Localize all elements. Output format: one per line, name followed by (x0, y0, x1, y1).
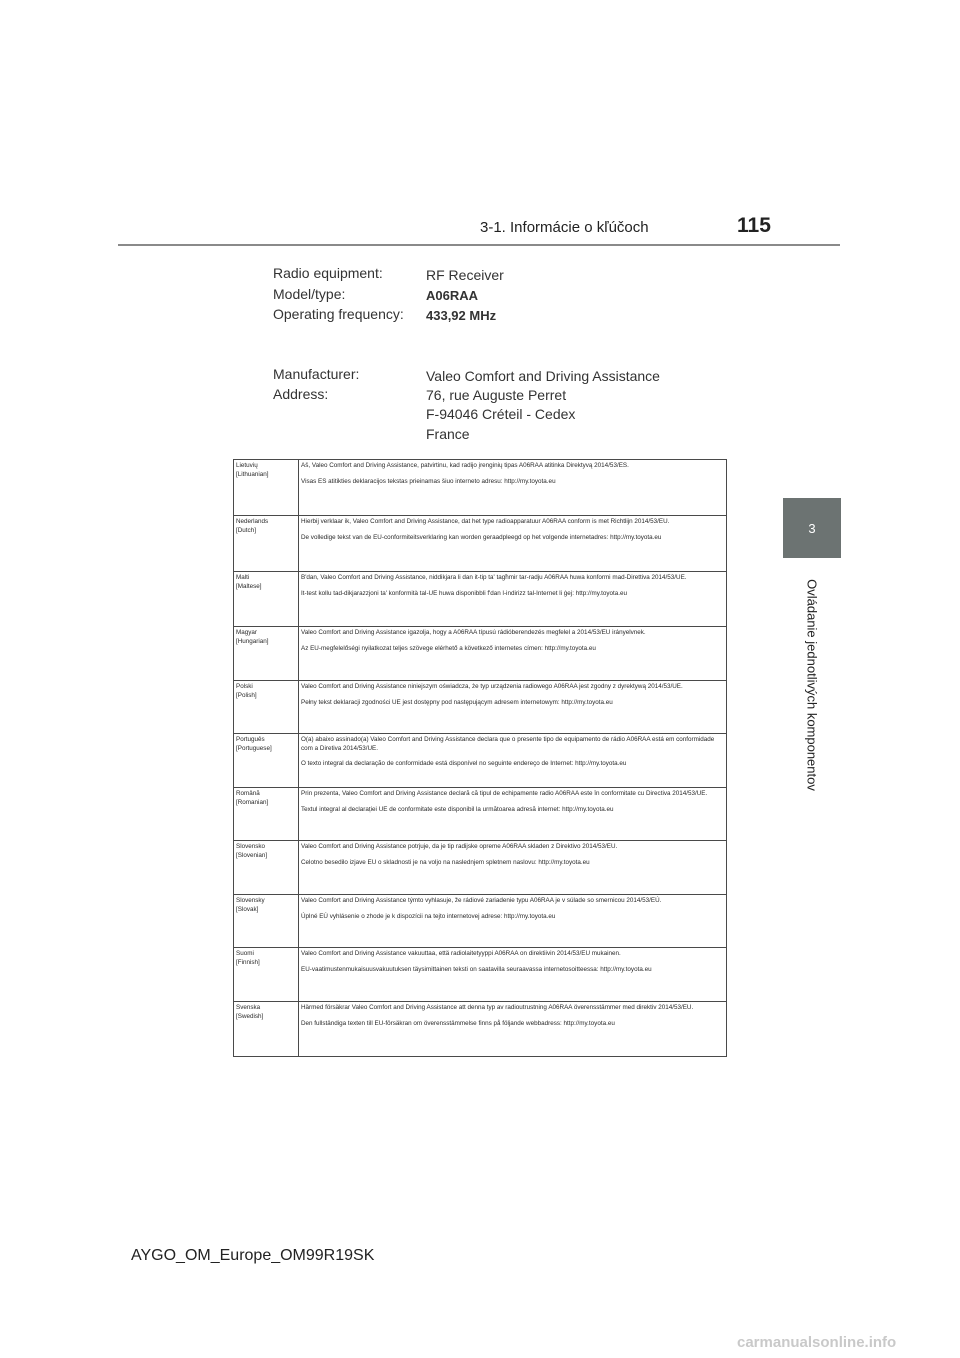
declaration-row (234, 841, 727, 895)
language-cell (234, 895, 299, 948)
declaration-statement: B'dan, Valeo Comfort and Driving Assistance, niddikjara li dan it-tip ta' tagħmir tar-radju A06RAA huwa konformi mad-Direttiva 2014/53/UE. (301, 574, 687, 581)
declaration-text-cell (299, 516, 727, 572)
language-name-english: [Lithuanian] (236, 470, 269, 478)
spec-row-frequency (273, 306, 713, 326)
declaration-text-cell (299, 734, 727, 788)
language-name-english: [Polish] (236, 691, 257, 699)
address-line: 76, rue Auguste Perret (426, 387, 567, 403)
declaration-row (234, 895, 727, 948)
language-name: Slovensky (236, 897, 265, 904)
declaration-text-cell (299, 841, 727, 895)
chapter-tab (783, 498, 841, 558)
declaration-statement: Härmed försäkrar Valeo Comfort and Driving Assistance att denna typ av radioutrustning A06RAA överensstämmer med direktiv 2014/53/EU. (301, 1004, 694, 1011)
language-cell (234, 627, 299, 681)
language-cell (234, 516, 299, 572)
language-name: Magyar (236, 629, 257, 636)
declaration-availability: Visas ES atitikties deklaracijos tekstas prieinamas šiuo interneto adresu: http://my.toyota.eu (301, 477, 556, 485)
declaration-statement: Valeo Comfort and Driving Assistance niniejszym oświadcza, że typ urządzenia radiowego A06RAA jest zgodny z dyrektywą 2014/53/UE. (301, 683, 683, 690)
watermark: carmanualsonline.info (737, 1334, 897, 1351)
declaration-row (234, 460, 727, 516)
page-number: 115 (737, 214, 771, 237)
spec-row-manufacturer (273, 366, 713, 386)
declaration-availability: EU-vaatimustenmukaisuusvakuutuksen täysimittainen teksti on saatavilla seuraavassa internetosoitteessa: http://my.toyota.eu (301, 965, 652, 973)
language-name-english: [Dutch] (236, 526, 256, 534)
declaration-statement: Aš, Valeo Comfort and Driving Assistance, patvirtinu, kad radijo įrenginių tipas A06RAA atitinka Direktyvą 2014/53/ES. (301, 462, 629, 469)
spec-label: Address: (273, 386, 329, 402)
language-name: Português (236, 736, 265, 743)
language-name: Malti (236, 574, 250, 581)
declaration-row (234, 734, 727, 788)
language-name: Suomi (236, 950, 254, 957)
declaration-availability: Den fullständiga texten till EU-försäkran om överensstämmelse finns på följande webbadress: http://my.toyota.eu (301, 1019, 615, 1027)
declaration-availability: It-test kollu tad-dikjarazzjoni ta' konformità tal-UE huwa disponibbli f'dan l-indirizz tal-Internet li ġej: http://my.toyota.eu (301, 589, 628, 597)
declaration-availability: O texto integral da declaração de conformidade está disponível no seguinte endereço de Internet: http://my.toyota.eu (301, 760, 627, 768)
language-name: Nederlands (236, 518, 269, 525)
declaration-statement: Valeo Comfort and Driving Assistance igazolja, hogy a A06RAA típusú rádióberendezés megfelel a 2014/53/EU irányelvnek. (301, 629, 646, 636)
declaration-text-cell (299, 1002, 727, 1057)
page-header-title: 3-1. Informácie o kľúčoch (480, 219, 649, 236)
declaration-text-cell (299, 460, 727, 516)
spec-value: Valeo Comfort and Driving Assistance (426, 368, 660, 384)
declaration-row (234, 1002, 727, 1057)
language-cell (234, 734, 299, 788)
language-cell (234, 788, 299, 841)
declaration-table (233, 459, 727, 1057)
declaration-row (234, 572, 727, 627)
language-cell (234, 1002, 299, 1057)
spec-row-radio (273, 265, 713, 285)
declaration-row (234, 627, 727, 681)
declaration-statement: Valeo Comfort and Driving Assistance vakuuttaa, että radiolaitetyyppi A06RAA on direktiivin 2014/53/EU mukainen. (301, 950, 621, 957)
spec-value: 433,92 MHz (426, 308, 497, 323)
document-id: AYGO_OM_Europe_OM99R19SK (131, 1247, 375, 1264)
language-name-english: [Portuguese] (236, 744, 272, 752)
declaration-text-cell (299, 948, 727, 1002)
language-name-english: [Slovak] (236, 905, 259, 913)
declaration-row (234, 948, 727, 1002)
spec-label: Model/type: (273, 286, 346, 302)
language-name-english: [Maltese] (236, 582, 262, 590)
declaration-text-cell (299, 627, 727, 681)
language-name-english: [Finnish] (236, 958, 260, 966)
language-name-english: [Romanian] (236, 798, 269, 806)
language-name: Polski (236, 683, 253, 690)
language-cell (234, 948, 299, 1002)
declaration-text-cell (299, 788, 727, 841)
chapter-number: 3 (808, 520, 816, 536)
language-cell (234, 841, 299, 895)
declaration-row (234, 788, 727, 841)
spec-label: Operating frequency: (273, 306, 404, 322)
address-line: France (426, 426, 470, 442)
declaration-row (234, 516, 727, 572)
declaration-availability: Az EU-megfelelőségi nyilatkozat teljes szövege elérhető a következő internetes címen: http://my.toyota.eu (301, 644, 596, 652)
header-divider (118, 244, 840, 246)
declaration-availability: Pełny tekst deklaracji zgodności UE jest dostępny pod następującym adresem internetowym: http://my.toyota.eu (301, 698, 613, 706)
address-line: F-94046 Créteil - Cedex (426, 406, 576, 422)
language-cell (234, 460, 299, 516)
declaration-statement: Prin prezenta, Valeo Comfort and Driving Assistance declară că tipul de echipamente radio A06RAA este în conformitate cu Directiva 2014/53/UE. (301, 790, 708, 797)
language-name: Lietuvių (236, 462, 258, 469)
declaration-row (234, 681, 727, 734)
declaration-availability: De volledige tekst van de EU-conformiteitsverklaring kan worden geraadpleegd op het volgende internetadres: http://my.toyota.eu (301, 533, 662, 541)
declaration-statement: Hierbij verklaar ik, Valeo Comfort and Driving Assistance, dat het type radioapparatuur A06RAA conform is met Richtlijn 2014/53/EU. (301, 518, 670, 525)
language-name-english: [Slovenian] (236, 851, 268, 859)
declaration-text-cell (299, 681, 727, 734)
declaration-text-cell (299, 572, 727, 627)
language-cell (234, 681, 299, 734)
declaration-statement: Valeo Comfort and Driving Assistance potrjuje, da je tip radijske opreme A06RAA skladen z Direktivo 2014/53/EU. (301, 843, 618, 850)
language-name: Svenska (236, 1004, 261, 1011)
language-name: Slovensko (236, 843, 266, 850)
spec-label: Manufacturer: (273, 366, 360, 382)
spec-value: RF Receiver (426, 267, 504, 283)
declaration-availability: Textul integral al declarației UE de conformitate este disponibil la următoarea adresă internet: http://my.toyota.eu (301, 805, 614, 813)
language-cell (234, 572, 299, 627)
declaration-availability: Úplné EÚ vyhlásenie o zhode je k dispozícii na tejto internetovej adrese: http://my.toyota.eu (301, 912, 556, 920)
spec-label: Radio equipment: (273, 265, 383, 281)
language-name-english: [Hungarian] (236, 637, 269, 645)
declaration-text-cell (299, 895, 727, 948)
spec-value: A06RAA (426, 288, 479, 303)
chapter-side-label: Ovládanie jednotlivých komponentov (804, 579, 820, 791)
declaration-statement: Valeo Comfort and Driving Assistance týmto vyhlasuje, že rádiové zariadenie typu A06RAA je v súlade so smernicou 2014/53/EÚ. (301, 897, 662, 904)
spec-row-model (273, 286, 713, 306)
language-name-english: [Swedish] (236, 1012, 264, 1020)
language-name: Română (236, 790, 260, 797)
declaration-availability: Celotno besedilo izjave EU o skladnosti je na voljo na naslednjem spletnem naslovu: http://my.toyota.eu (301, 858, 590, 866)
declaration-statement: O(a) abaixo assinado(a) Valeo Comfort and Driving Assistance declara que o presente tipo de equipamento de rádio A06RAA está em conformidade com a Diretiva 2014/53/UE. (301, 736, 715, 752)
